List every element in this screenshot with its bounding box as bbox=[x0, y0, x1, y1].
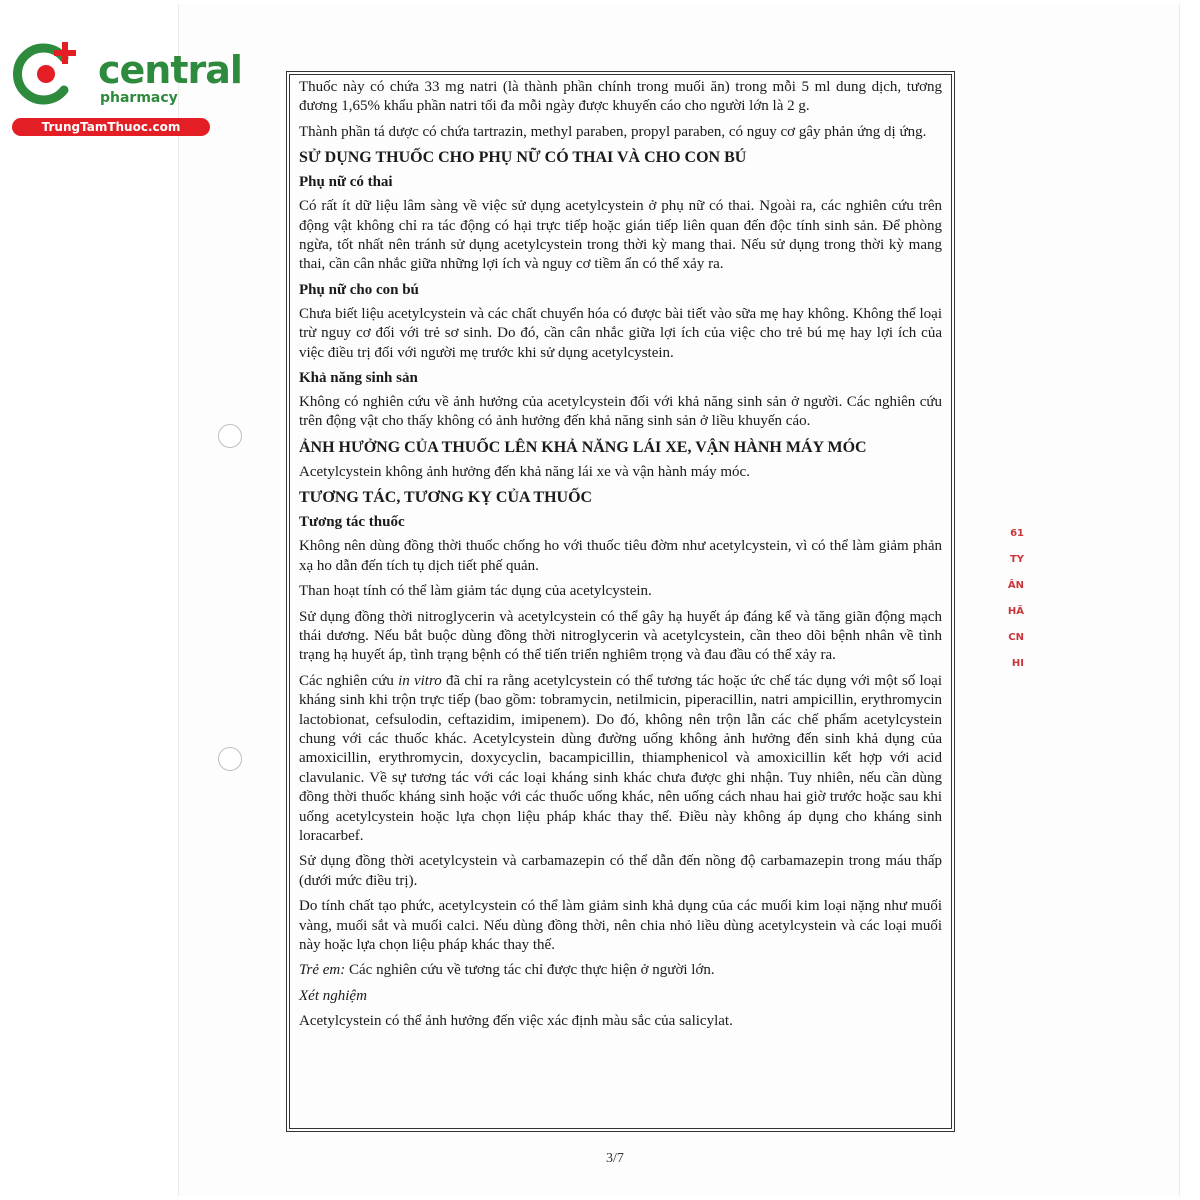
document-content bbox=[289, 74, 952, 1129]
subsection-heading: Khả năng sinh sản bbox=[299, 370, 418, 387]
page-number: 3/7 bbox=[606, 1151, 624, 1166]
stamp-text: HÃ bbox=[1007, 606, 1024, 617]
paragraph: Acetylcystein có thể ảnh hưởng đến việc xác định màu sắc của salicylat. bbox=[299, 1013, 733, 1030]
stamp-text: TY bbox=[1009, 554, 1024, 565]
stamp-text: CN bbox=[1008, 632, 1024, 643]
italic-subheading: Xét nghiệm bbox=[299, 987, 367, 1004]
paragraph-text: Các nghiên cứu về tương tác chỉ được thực hiện ở người lớn. bbox=[345, 962, 715, 979]
paragraph: Thuốc này có chứa 33 mg natri (là thành phần chính trong muối ăn) trong mỗi 5 ml dung dịch, tương đương 1,65% khẩu phần natri tối đa mỗi ngày được khuyến cáo cho người lớn là 2 g. bbox=[299, 79, 942, 115]
subsection-heading: Tương tác thuốc bbox=[299, 514, 405, 531]
paragraph: Có rất ít dữ liệu lâm sàng về việc sử dụng acetylcystein ở phụ nữ có thai. Ngoài ra, các nghiên cứu trên động vật không chỉ ra tác động có hại trực tiếp hoặc gián tiếp liên quan đến độc tính sinh sản. Để phòng ngừa, tốt nhất nên tránh sử dụng acetylcystein trong thời kỳ mang thai. Nếu sử dụng trong thời kỳ mang thai, cần cân nhắc giữa những lợi ích và nguy cơ tiềm ẩn có thể xảy ra. bbox=[299, 198, 942, 273]
subsection-heading: Phụ nữ có thai bbox=[299, 174, 393, 191]
stamp-fragment bbox=[998, 518, 1028, 678]
italic-term: in vitro bbox=[398, 672, 442, 689]
paragraph: Không nên dùng đồng thời thuốc chống ho với thuốc tiêu đờm như acetylcystein, vì có thể làm giảm phản xạ ho dẫn đến tích tụ dịch tiết phế quản. bbox=[299, 538, 942, 574]
brand-name: central bbox=[98, 48, 242, 92]
paragraph: Sử dụng đồng thời acetylcystein và carbamazepin có thể dẫn đến nồng độ carbamazepin trong máu thấp (dưới mức điều trị). bbox=[299, 853, 942, 889]
punch-hole-top bbox=[218, 424, 242, 448]
stamp-text: ÂN bbox=[1007, 580, 1024, 591]
pharmacy-cross-icon bbox=[12, 38, 82, 108]
brand-url[interactable]: TrungTamThuoc.com bbox=[12, 118, 210, 136]
central-pharmacy-logo[interactable] bbox=[12, 38, 242, 138]
paragraph-text: Các nghiên cứu bbox=[299, 672, 399, 689]
punch-hole-bottom bbox=[218, 747, 242, 771]
paragraph: Thành phần tá dược có chứa tartrazin, methyl paraben, propyl paraben, có nguy cơ gây phản ứng dị ứng. bbox=[299, 123, 927, 140]
subsection-heading: Phụ nữ cho con bú bbox=[299, 281, 419, 298]
italic-term: Trẻ em: bbox=[299, 962, 346, 979]
section-heading: SỬ DỤNG THUỐC CHO PHỤ NỮ CÓ THAI VÀ CHO CON BÚ bbox=[299, 149, 747, 167]
paragraph: Chưa biết liệu acetylcystein và các chất chuyển hóa có được bài tiết vào sữa mẹ hay không. Không thể loại trừ nguy cơ đối với trẻ sơ sinh. Do đó, cần cân nhắc giữa lợi ích của việc cho trẻ bú mẹ hay lợi ích của việc điều trị đối với người mẹ trước khi sử dụng acetylcystein. bbox=[299, 305, 942, 361]
section-heading: ẢNH HƯỞNG CỦA THUỐC LÊN KHẢ NĂNG LÁI XE, VẬN HÀNH MÁY MÓC bbox=[299, 438, 867, 456]
paragraph bbox=[299, 672, 942, 847]
paragraph-text: đã chỉ ra rằng acetylcystein có thể tương tác hoặc ức chế tác dụng với một số loại kháng sinh khi trộn trực tiếp (bao gồm: tobramycin, netilmicin, piperacillin, natri ampicillin, erythromycin lactobionat, cefsulodin, ceftazidim, imipenem). Do đó, không nên trộn lẫn các chế phẩm acetylcystein chung với các thuốc khác. Acetylcystein dùng đường uống không ảnh hưởng đến sinh khả dụng của amoxicillin, erythromycin, doxycyclin, bacampicillin, thiamphenicol và amoxicillin kết hợp với acid clavulanic. Về sự tương tác với các loại kháng sinh khác chưa được ghi nhận. Tuy nhiên, nếu cần dùng đồng thời thuốc kháng sinh hoặc với các thuốc uống khác, nên uống cách nhau hai giờ trước hoặc sau khi uống acetylcystein hoặc lựa chọn liệu pháp khác thay thế. Điều này không áp dụng cho kháng sinh loracarbef. bbox=[299, 672, 942, 844]
section-heading: TƯƠNG TÁC, TƯƠNG KỴ CỦA THUỐC bbox=[299, 489, 593, 507]
stamp-text: HI bbox=[1011, 658, 1024, 669]
paragraph: Acetylcystein không ảnh hưởng đến khả năng lái xe và vận hành máy móc. bbox=[299, 463, 750, 480]
paragraph: Do tính chất tạo phức, acetylcystein có thể làm giảm sinh khả dụng của các muối kim loại nặng như muối vàng, muối sắt và muối calci. Nếu dùng đồng thời, nên chia nhỏ liều dùng acetylcystein và các loại muối này hoặc lựa chọn liệu pháp khác thay thế. bbox=[299, 898, 942, 953]
stamp-text: 61 bbox=[1010, 528, 1024, 539]
brand-subtitle: pharmacy bbox=[100, 90, 178, 106]
paragraph: Sử dụng đồng thời nitroglycerin và acetylcystein có thể gây hạ huyết áp đáng kể và tăng giãn động mạch thái dương. Nếu bắt buộc dùng đồng thời nitroglycerin và acetylcystein, cần theo dõi bệnh nhân về tình trạng hạ huyết áp, tình trạng bệnh có thể tiến triển nghiêm trọng và đau đầu có thể xảy ra. bbox=[299, 608, 942, 664]
paragraph: Than hoạt tính có thể làm giảm tác dụng của acetylcystein. bbox=[299, 583, 652, 600]
paragraph bbox=[299, 961, 942, 980]
paragraph: Không có nghiên cứu về ảnh hưởng của acetylcystein đối với khả năng sinh sản ở người. Các nghiên cứu trên động vật cho thấy không có ảnh hưởng đến khả năng sinh sản ở liều khuyến cáo. bbox=[299, 394, 942, 430]
